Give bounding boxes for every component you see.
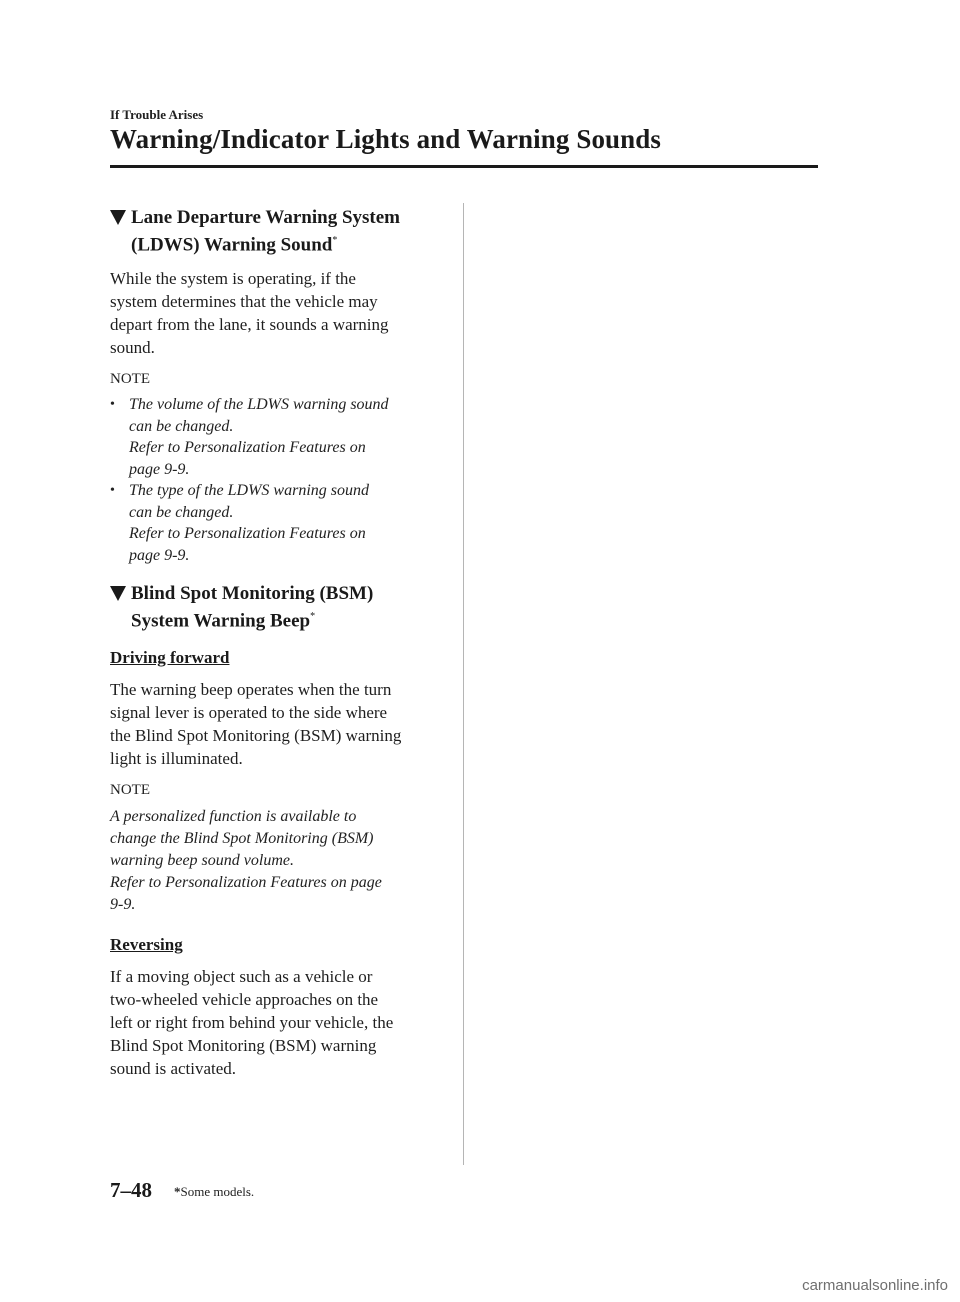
bsm-heading	[110, 582, 450, 632]
ldws-note-list	[110, 394, 450, 566]
text-line: page 9-9.	[129, 546, 190, 564]
text-line: can be changed.	[129, 503, 234, 521]
text-line: change the Blind Spot Monitoring (BSM)	[110, 829, 374, 847]
text-line: The type of the LDWS warning sound	[129, 482, 369, 500]
footer-note	[174, 1184, 254, 1200]
text-line: left or right from behind your vehicle, the	[110, 1012, 394, 1032]
ldws-body	[110, 267, 450, 359]
text-line: can be changed.	[129, 417, 234, 435]
text-line: signal lever is operated to the side where	[110, 702, 388, 722]
ldws-heading-text: (LDWS) Warning Sound	[131, 234, 333, 256]
text-line: Blind Spot Monitoring (BSM) warning	[110, 1035, 377, 1055]
bsm-note-text	[110, 806, 450, 916]
page-title: Warning/Indicator Lights and Warning Sounds	[110, 124, 662, 154]
text-line: two-wheeled vehicle approaches on the	[110, 989, 379, 1009]
list-item	[110, 480, 450, 566]
text-line: warning beep sound volume.	[110, 851, 294, 869]
ldws-heading	[110, 206, 450, 256]
text-line: depart from the lane, it sounds a warning	[110, 315, 389, 335]
text-line: If a moving object such as a vehicle or	[110, 966, 373, 986]
text-line: A personalized function is available to	[110, 807, 357, 825]
text-line: the Blind Spot Monitoring (BSM) warning	[110, 725, 402, 745]
text-line: 9-9.	[110, 895, 136, 913]
section-label: If Trouble Arises	[110, 107, 204, 122]
text-line: system determines that the vehicle may	[110, 292, 378, 312]
some-models-asterisk: *	[332, 235, 338, 246]
section-triangle-icon	[110, 210, 126, 225]
watermark: carmanualsonline.info	[802, 1277, 948, 1294]
bsm-heading-text: System Warning Beep	[131, 610, 311, 632]
bsm-note-label: NOTE	[110, 781, 150, 798]
reversing-subhead: Reversing	[110, 934, 183, 954]
text-line: While the system is operating, if the	[110, 269, 356, 289]
footer-note-text: Some models.	[180, 1184, 255, 1199]
ldws-heading-line2	[131, 229, 450, 256]
text-line: Refer to Personalization Features on	[129, 439, 366, 457]
page-number: 7–48	[110, 1178, 152, 1202]
text-line: The warning beep operates when the turn	[110, 679, 392, 699]
text-line: light is illuminated.	[110, 748, 243, 768]
left-column	[110, 206, 450, 1080]
driving-forward-body	[110, 678, 450, 770]
list-item	[110, 394, 450, 480]
text-line: sound is activated.	[110, 1058, 237, 1078]
text-line: page 9-9.	[129, 460, 190, 478]
footer-asterisk: *	[174, 1184, 181, 1199]
bullet-icon: •	[110, 397, 115, 413]
ldws-note-label: NOTE	[110, 371, 150, 388]
text-line: Refer to Personalization Features on page	[110, 873, 382, 891]
bsm-heading-line1: Blind Spot Monitoring (BSM)	[131, 583, 374, 605]
text-line: The volume of the LDWS warning sound	[129, 396, 389, 414]
bsm-heading-line2	[131, 605, 450, 632]
driving-forward-subhead: Driving forward	[110, 647, 230, 667]
some-models-asterisk: *	[310, 611, 316, 623]
text-line: sound.	[110, 338, 155, 358]
text-line: Refer to Personalization Features on	[129, 525, 366, 543]
ldws-heading-line1: Lane Departure Warning System	[131, 207, 400, 228]
reversing-body	[110, 965, 450, 1080]
column-divider	[463, 203, 464, 1165]
header-divider	[110, 165, 818, 168]
section-triangle-icon	[110, 586, 126, 601]
bullet-icon: •	[110, 483, 115, 499]
